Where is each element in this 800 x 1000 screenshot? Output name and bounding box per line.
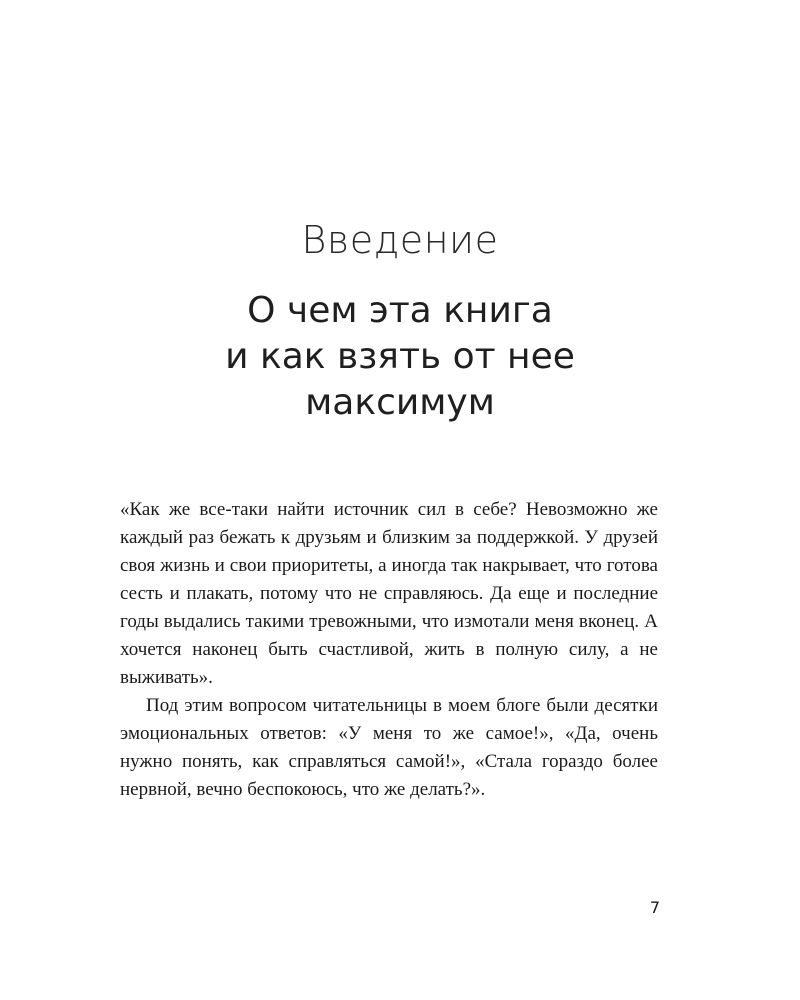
chapter-title-line: О чем эта книга bbox=[247, 290, 553, 331]
paragraph: Под этим вопросом читательницы в моем блоге были десятки эмоциональных ответов: «У меня то же самое!», «Да, очень нужно понять, как справляться самой!», «Стала гораздо более нервной, вечно беспокоюсь, что же делать?». bbox=[120, 695, 658, 800]
chapter-title-line: максимум bbox=[305, 382, 495, 423]
page-number: 7 bbox=[649, 898, 660, 917]
chapter-title bbox=[0, 288, 800, 426]
paragraph: «Как же все-таки найти источник сил в себе? Невозможно же каждый раз бежать к друзьям и близким за поддержкой. У друзей своя жизнь и свои приоритеты, а иногда так накрывает, что готова сесть и плакать, потому что не справляюсь. Да еще и последние годы выдались такими тревожными, что измотали меня вконец. А хочется наконец быть счастливой, жить в полную силу, а не выживать». bbox=[120, 499, 658, 688]
body-text bbox=[120, 496, 658, 804]
chapter-label: Введение bbox=[301, 218, 499, 262]
chapter-title-line: и как взять от нее bbox=[225, 336, 575, 377]
